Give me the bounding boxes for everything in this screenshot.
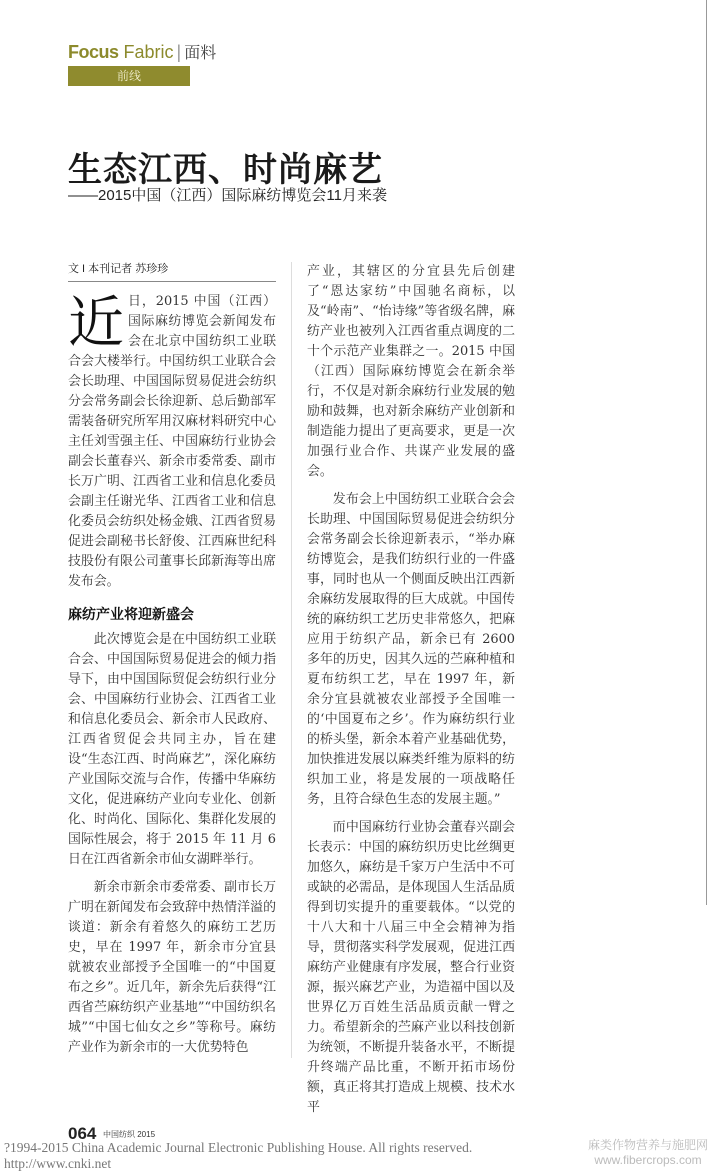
watermark-url: www.fibercrops.com [594, 1153, 702, 1167]
header-fabric: Fabric [123, 42, 174, 62]
body-paragraph: 发布会上中国纺织工业联合会会长助理、中国国际贸易促进会纺织分会常务副会长徐迎新表示，“举办麻纺博览会，是我们纺织行业的一件盛事，同时也从一个侧面反映出江西新余麻纺发展取得的巨大成就。中国传统的麻纺织工艺历史非常悠久，把麻应用于纺织产品，新余已有 2600 多年的历史，因其久远的苎麻种植和夏布纺织工艺，早在 1997 年，新余分宜县就被农业部授予全国唯一的‘中国夏布之乡’。作为麻纺织行业的桥头堡，新余本着产业基础优势，加快推进发展以麻类纤维为原料的纺织加工业，将是发展的一项战略任务，且符合绿色生态的发展主题。” [307, 492, 515, 807]
article-subtitle: ——2015中国（江西）国际麻纺博览会11月来袭 [68, 187, 387, 204]
body-paragraph: 新余市新余市委常委、副市长万广明在新闻发布会致辞中热情洋溢的谈道：新余有着悠久的麻纺工艺历史，早在 1997 年，新余市分宜县就被农业部授予全国唯一的“中国夏布之乡”。近几年，新余先后获得“江西省苎麻纺织产业基地”“中国纺织名城”“中国七仙女之乡”等称号。麻纺产业作为新余市的一大优势特色 [68, 880, 276, 1055]
header-focus: Focus [68, 42, 119, 62]
drop-cap: 近 [68, 291, 124, 356]
watermark [588, 1138, 708, 1168]
page-footer [0, 1124, 712, 1176]
intro-paragraph [68, 292, 276, 592]
body-paragraph: 产业，其辖区的分宜县先后创建了“恩达家纺”中国驰名商标，以及“岭南”、“怡诗缘”等省级名牌，麻纺产业也被列入江西省重点调度的二十个示范产业集群之一。2015 中国（江西）国际麻纺博览会在新余举行，不仅是对新余麻纺行业发展的勉励和鼓舞，也对新余麻纺产业创新和制造能力提出了更高要求，更是一次加强行业合作、共谋产业发展的盛会。 [307, 264, 515, 479]
section-tag: 前线 [68, 66, 190, 86]
body-paragraph: 此次博览会是在中国纺织工业联合会、中国国际贸易促进会的倾力指导下，由中国国际贸促会纺织行业分会、中国麻纺行业协会、江西省工业和信息化委员会、新余市人民政府、江西省贸促会共同主办，旨在建设“生态江西、时尚麻艺”，深化麻纺产业国际交流与合作，传播中华麻纺文化，促进麻纺产业向专业化、创新化、时尚化、国际化、集群化发展的国际性展会，将于 2015 年 11 月 6 日在江西省新余市仙女湖畔举行。 [68, 632, 276, 867]
article-title: 生态江西、时尚麻艺 [68, 150, 383, 190]
section-header [68, 40, 216, 63]
byline: 文 I 本刊记者 苏珍珍 [68, 262, 276, 282]
page-edge-line [706, 0, 707, 905]
section-heading: 麻纺产业将迎新盛会 [68, 606, 194, 622]
article-column-2 [307, 262, 515, 1118]
header-separator: | [176, 42, 182, 62]
publication-info: 中国纺织 2015 [103, 1130, 156, 1139]
watermark-name: 麻类作物营养与施肥网 [588, 1138, 709, 1152]
intro-text: 日，2015 中国（江西）国际麻纺博览会新闻发布会在北京中国纺织工业联合会大楼举行。中国纺织工业联合会会长助理、中国国际贸易促进会纺织分会常务副会长徐迎新、总后勤部军需装备研究所军用汉麻材料研究中心主任刘雪强主任、中国麻纺行业协会副会长董春兴、新余市委常委、副市长万广明、江西省工业和信息化委员会副主任谢光华、江西省工业和信息化委员会纺织处杨金娥、江西省贸易促进会副秘书长舒俊、江西麻世纪科技股份有限公司董事长邱新海等出席发布会。 [68, 294, 276, 589]
page-number: 064 [68, 1124, 97, 1143]
body-paragraph: 而中国麻纺行业协会董春兴副会长表示：中国的麻纺织历史比丝绸更加悠久，麻纺是千家万户生活中不可或缺的必需品，是体现国人生活品质得到切实提升的重要载体。“以党的十八大和十八届三中全会精神为指导，贯彻落实科学发展观，促进江西麻纺产业健康有序发展，整合行业资源，振兴麻艺产业，为造福中国以及世界亿万百姓生活品质贡献一臂之力。希望新余的苎麻产业以科技创新为统领，不断提升装备水平，不断提升终端产品比重，不断开拓市场份额，真正将其打造成上规模、技术水平 [307, 820, 515, 1115]
copyright-line: ?1994-2015 China Academic Journal Electronic Publishing House. All rights reserved. http://www.cnki.net [4, 1140, 473, 1171]
header-section-cn: 面料 [184, 45, 217, 62]
article-column-1 [68, 262, 292, 1058]
